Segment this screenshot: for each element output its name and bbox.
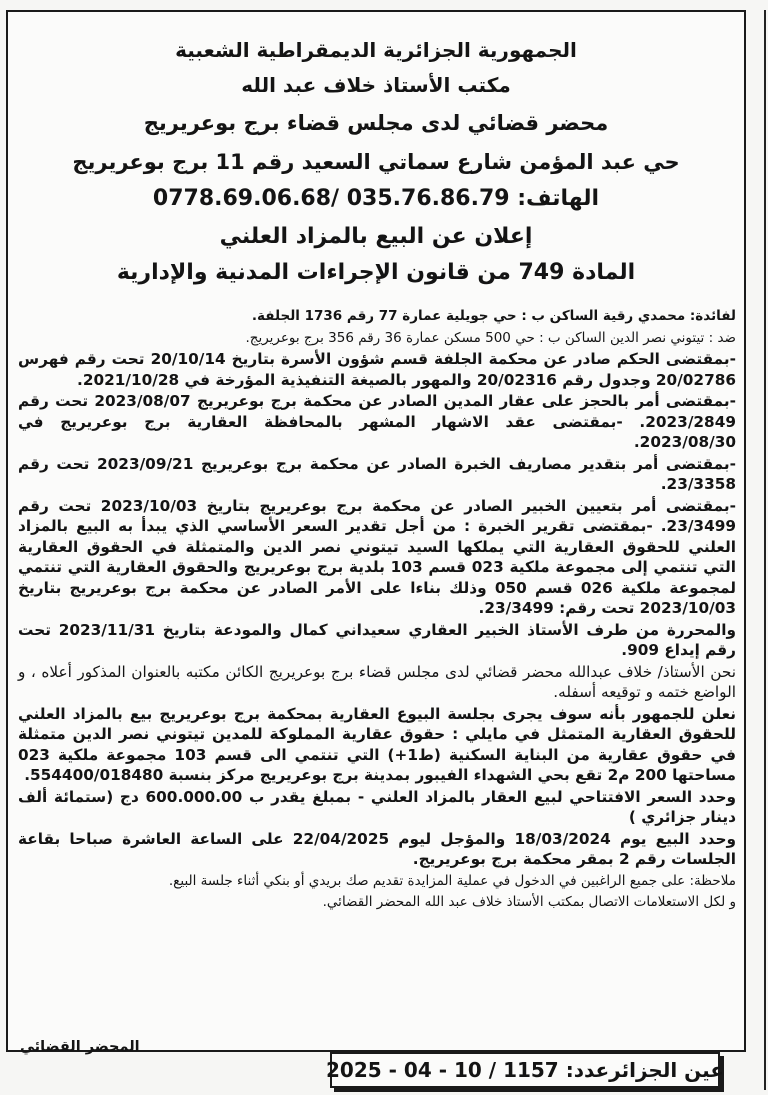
sale-date: وحدد البيع يوم 18/03/2024 والمؤجل ليوم 22/04/2025 على الساعة العاشرة صباحا بقاعة الجلسات رقم 2 بمقر محكمة برج بوعريريج. bbox=[18, 829, 736, 868]
opening-price: وحدد السعر الافتتاحي لبيع العقار بالمزاد العلني - بمبلغ يقدر ب 600.000.00 دج (ستمائة ألف دينار جزائري ) bbox=[18, 787, 737, 826]
expert-fees-paragraph: -بمقتضى أمر بتقدير مصاريف الخبرة الصادر عن محكمة برج بوعريريج 2023/09/21 تحت رقم 23/3358. bbox=[18, 454, 737, 493]
notice-title: إعلان عن البيع بالمزاد العلني bbox=[219, 224, 533, 249]
header-address: حي عبد المؤمن شارع سماتي السعيد رقم 11 برج بوعريريج bbox=[72, 150, 680, 174]
header-office: مكتب الأستاذ خلاف عبد الله bbox=[241, 73, 511, 97]
creditor-line: لفائدة: محمدي رقية الساكن ب : حي جويلية عمارة 77 رقم 1736 الجلفة. bbox=[251, 308, 736, 324]
judgment-paragraph: -بمقتضى الحكم صادر عن محكمة الجلفة قسم شؤون الأسرة بتاريخ 20/10/14 تحت رقم فهرس 20/02786 وجدول رقم 20/02316 والمهور بالصيغة التنفيذية المؤرخة في 2021/10/28. bbox=[18, 350, 736, 389]
seizure-paragraph: -بمقتضى أمر بالحجز على عقار المدين الصادر عن محكمة برج بوعريريج 2023/08/07 تحت رقم 2023/2849. -بمقتضى عقد الاشهار المشهر بالمحافظة العقارية برج بوعريريج في 2023/08/30. bbox=[18, 392, 736, 451]
column-divider bbox=[764, 10, 766, 1090]
signature-label: المحضر القضائي bbox=[20, 1039, 140, 1055]
expert-filing-paragraph: والمحررة من طرف الأستاذ الخبير العقاري سعيداني كمال والمودعة بتاريخ 2023/11/31 تحت رقم إيداع 909. bbox=[18, 620, 736, 659]
header-republic: الجمهورية الجزائرية الديمقراطية الشعبية bbox=[175, 38, 577, 62]
bailiff-statement: نحن الأستاذ/ خلاف عبدالله محضر قضائي لدى مجلس قضاء برج بوعريريج الكائن مكتبه بالعنوان المذكور أعلاه ، و الواضع ختمه و توقيعه أسفله. bbox=[18, 662, 736, 701]
expert-report-paragraph: -بمقتضى أمر بتعيين الخبير الصادر عن محكمة برج بوعريريج بتاريخ 2023/10/03 تحت رقم 23/3499. -بمقتضى تقرير الخبرة : من أجل تقدير السعر الأساسي الذي يبدأ به البيع بالمزاد العلني للحقوق العقارية التي يملكها السيد تيتوني نصر الدين والمتمثلة في الحقوق العقارية التي تنتمي إلى مجموعة ملكية 023 قسم 103 بلدية برج بوعريريج والحقوق العقارية التي تنتمي لمجموعة ملكية 026 قسم 050 وذلك بناءا على الأمر الصادر عن محكمة برج بوعريريج بتاريخ 2023/10/03 تحت رقم: 23/3499. bbox=[18, 496, 737, 617]
notice-body bbox=[18, 306, 736, 914]
legal-notice-box bbox=[6, 10, 746, 1052]
debtor-line: ضد : تيتوني نصر الدين الساكن ب : حي 500 مسكن عمارة 36 رقم 356 برج بوعريريج. bbox=[245, 329, 736, 346]
sale-announcement: نعلن للجمهور بأنه سوف يجرى بجلسة البيوع العقارية بمحكمة برج بوعريريج بيع بالمزاد العلني للحقوق العقارية المتمثل في مايلي : حقوق عقارية المملوكة للمدين تيتوني نصر الدين متمثلة في حقوق عقارية من البناية السكنية (ط1+) التي تنتمي الى قسم 103 مجموعة ملكية 023 مساحتها 200 م2 تقع بحي الشهداء الفيبور بمدينة برج بوعريريج مركز بنسبة 554400/018480. bbox=[18, 704, 736, 784]
publication-footer: عين الجزائرعدد: 1157 / 10 - 04 - 2025 bbox=[330, 1052, 720, 1088]
header-phone: الهاتف: 035.76.86.79 /0778.69.06.68 bbox=[152, 186, 600, 211]
notice-article: المادة 749 من قانون الإجراءات المدنية والإدارية bbox=[116, 260, 636, 285]
note-line: ملاحظة: على جميع الراغبين في الدخول في عملية المزايدة تقديم صك بريدي أو بنكي أثناء جلسة البيع. bbox=[168, 872, 736, 889]
contact-line: و لكل الاستعلامات الاتصال بمكتب الأستاذ خلاف عبد الله المحضر القضائي. bbox=[322, 894, 736, 910]
header-bailiff: محضر قضائي لدى مجلس قضاء برج بوعريريج bbox=[143, 111, 609, 135]
